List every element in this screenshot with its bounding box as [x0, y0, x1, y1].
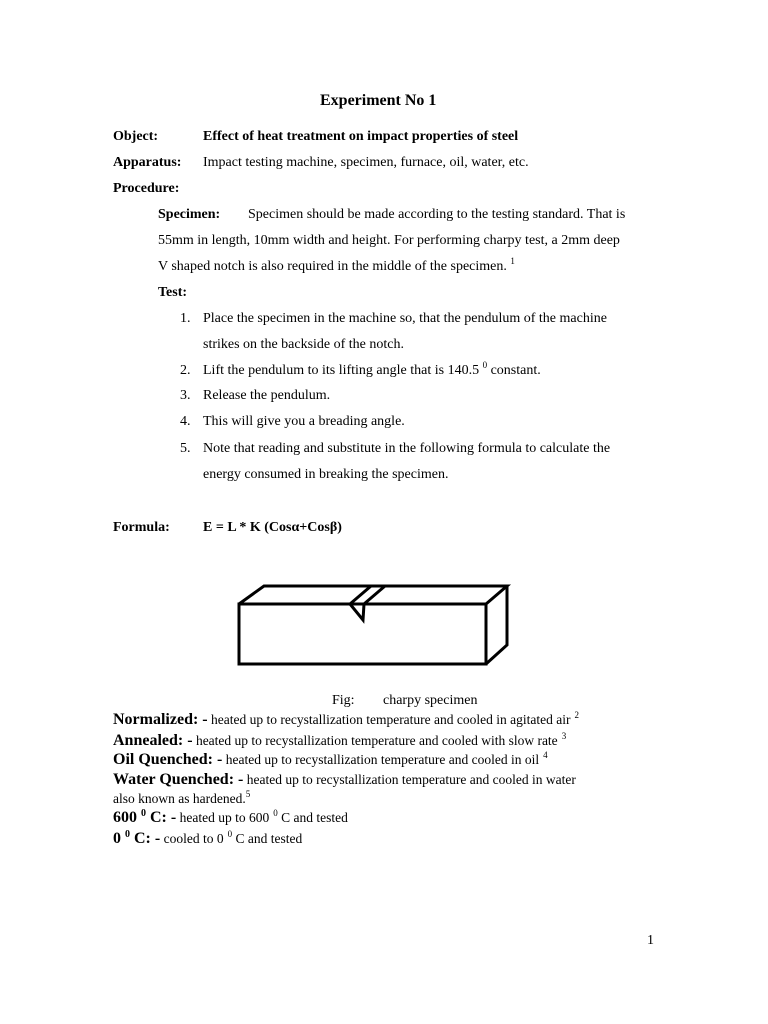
temp-desc-pre: cooled to 0: [160, 831, 224, 846]
formula-label: Formula:: [113, 520, 170, 535]
step-4-text: This will give you a breading angle.: [203, 414, 405, 429]
temp-600: [113, 809, 348, 827]
specimen-label: Specimen:: [158, 207, 221, 222]
treatment-label: Annealed: -: [113, 732, 193, 749]
specimen-notch-v: [350, 604, 364, 620]
footnote-ref-5: 5: [245, 789, 251, 799]
procedure-label: Procedure:: [113, 181, 180, 196]
page-number: 1: [647, 933, 654, 948]
footnote-ref-3: 3: [561, 731, 567, 741]
object-label: Object:: [113, 129, 159, 144]
temp-desc-post: C and tested: [232, 831, 303, 846]
treatment-label: Water Quenched: -: [113, 771, 244, 788]
specimen-notch-top: [350, 586, 385, 604]
step-1-line-1: Place the specimen in the machine so, that the pendulum of the machine: [203, 311, 607, 326]
treatment-label: Normalized: -: [113, 711, 208, 728]
degree-superscript: 0: [482, 360, 488, 370]
treatment-desc: heated up to recystallization temperature and cooled in water: [243, 772, 576, 787]
treatment-water-quenched: [113, 771, 576, 789]
treatment-label: Oil Quenched: -: [113, 751, 223, 768]
footnote-ref-2: 2: [574, 710, 579, 720]
test-label: Test:: [158, 285, 188, 300]
step-number: 2.: [180, 363, 191, 378]
temp-unit: C: -: [146, 809, 177, 826]
object-value: Effect of heat treatment on impact properties of steel: [203, 129, 519, 144]
treatment-desc: heated up to recystallization temperature and cooled in oil: [222, 752, 540, 767]
charpy-specimen-diagram: [230, 578, 515, 670]
specimen-top-right-edge: [385, 586, 507, 604]
figure-label: Fig:: [332, 693, 355, 708]
specimen-line-1: Specimen should be made according to the testing standard. That is: [248, 207, 626, 222]
step-5-line-2: energy consumed in breaking the specimen.: [203, 467, 449, 482]
step-number: 3.: [180, 388, 191, 403]
temp-unit: C: -: [130, 830, 161, 847]
degree-superscript: 0: [227, 829, 233, 839]
temp-value: 0: [113, 830, 121, 847]
apparatus-value: Impact testing machine, specimen, furnace, oil, water, etc.: [203, 155, 529, 170]
specimen-line-3: [158, 256, 515, 275]
page-title: Experiment No 1: [320, 92, 437, 109]
degree-superscript: 0: [125, 829, 130, 840]
specimen-line-2: 55mm in length, 10mm width and height. For performing charpy test, a 2mm deep: [158, 233, 620, 248]
specimen-right-face: [486, 586, 507, 664]
formula-value: E = L * K (Cosα+Cosβ): [203, 520, 342, 535]
step-number: 5.: [180, 441, 191, 456]
degree-superscript: 0: [273, 808, 278, 818]
footnote-ref-1: 1: [510, 256, 515, 266]
temp-value: 600: [113, 809, 137, 826]
temp-desc-pre: heated up to 600: [176, 810, 270, 825]
step-3-text: Release the pendulum.: [203, 388, 331, 403]
treatment-water-quenched-line-2: [113, 791, 250, 807]
treatment-desc-cont: also known as hardened.: [113, 791, 246, 806]
figure-caption: charpy specimen: [383, 693, 478, 708]
step-2-text: [203, 360, 541, 379]
treatment-desc: heated up to recystallization temperature and cooled in agitated air: [207, 712, 571, 727]
step-number: 1.: [180, 311, 191, 326]
step-2-text-post: constant.: [487, 363, 541, 378]
step-2-text-pre: Lift the pendulum to its lifting angle that is 140.5: [203, 363, 480, 378]
step-1-line-2: strikes on the backside of the notch.: [203, 337, 405, 352]
step-5-line-1: Note that reading and substitute in the following formula to calculate the: [203, 441, 611, 456]
temp-desc-post: C and tested: [277, 810, 348, 825]
temp-label: [113, 830, 160, 847]
treatment-normalized: [113, 711, 579, 729]
apparatus-label: Apparatus:: [113, 155, 182, 170]
degree-superscript: 0: [141, 808, 146, 819]
specimen-line-3-text: V shaped notch is also required in the middle of the specimen.: [158, 259, 507, 274]
step-number: 4.: [180, 414, 191, 429]
temp-0: [113, 830, 302, 848]
temp-label: [113, 809, 176, 826]
treatment-oil-quenched: [113, 751, 548, 769]
footnote-ref-4: 4: [543, 750, 548, 760]
treatment-annealed: [113, 732, 566, 750]
treatment-desc: heated up to recystallization temperature and cooled with slow rate: [192, 733, 558, 748]
